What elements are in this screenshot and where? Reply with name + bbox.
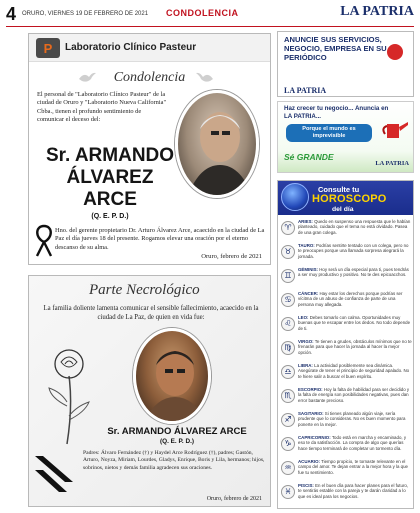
- sign-gemini: [280, 267, 413, 289]
- horoscope-header: [278, 181, 414, 215]
- watering-can-icon: [379, 118, 409, 140]
- family-list: Padres: Álvaro Fernández (†) y Haydel Arce Rodríguez (†), padres; Gastón, Arturo, Noyza, Miriam, Lourdes, Gladys, Enrique, Boris y Lila, hermanos; hijos, sobrinos, nietos y demás familia agradecen sus oraciones.: [83, 450, 265, 471]
- deceased-name-line3: ARCE: [83, 189, 137, 210]
- page-header: [0, 0, 420, 30]
- header-rule: [6, 26, 414, 27]
- sign-virgo: [280, 339, 413, 361]
- lab-banner: [29, 34, 270, 62]
- deceased-name: Sr. ARMANDO ÁLVAREZ ARCE: [107, 426, 247, 437]
- grow-ad-headline: Haz crecer tu negocio... Anuncia en LA PATRIA...: [284, 105, 389, 120]
- sign-name: CAPRICORNIO:: [298, 435, 331, 440]
- grow-ad-brand: LA PATRIA: [375, 160, 409, 167]
- sign-name: TAURO:: [298, 243, 315, 248]
- sign-text: Hay estar los derechos porque podrías ser vícitma de un abuso de confianza de parte de una persona muy allegada.: [298, 291, 403, 307]
- newspaper-logo: LA PATRIA: [340, 4, 414, 19]
- services-ad[interactable]: [277, 31, 414, 97]
- necrology-signature: Oruro, febrero de 2021: [206, 496, 262, 502]
- sign-text: En el buen día para hacer planes para el futuro, te sentirás estable con la pareja y te darán claridad a lo que es ideal para los negocios.: [298, 483, 409, 499]
- dove-icon: [195, 70, 215, 84]
- sign-taurus: [280, 243, 413, 265]
- lab-name: Laboratorio Clínico Pasteur: [65, 42, 197, 53]
- sign-name: LEO:: [298, 315, 309, 320]
- zodiac-wheel-icon: [281, 183, 309, 211]
- services-ad-brand: LA PATRIA: [284, 86, 327, 95]
- sign-name: ARIES:: [298, 219, 313, 224]
- sign-name: LIBRA:: [298, 363, 313, 368]
- horoscope-header-big: HOROSCOPO: [312, 193, 387, 205]
- sagittarius-icon: ♐: [281, 413, 295, 427]
- sign-libra: [280, 363, 413, 385]
- grow-ad-pill: Porque el mundo es imprevisible: [286, 124, 372, 142]
- sign-text: Hoy será un día especial para ti, pues tendrás a ser muy productivo y positivo. No te des epicoacchos.: [298, 267, 409, 278]
- horoscope-header-small: Consulte tu: [318, 185, 360, 194]
- lab-logo-icon: [35, 37, 61, 59]
- sign-aries: [280, 219, 413, 241]
- sign-pisces: [280, 483, 413, 505]
- mourning-ribbon-icon: [33, 224, 55, 258]
- condolence-body: Hno. del gerente propietario Dr. Arturo Álvarez Arce, acaecido en la ciudad de La Paz el día jueves 18 del presente. Rogamos elevar una oración por el eterno descanso de su alma.: [55, 227, 265, 251]
- pisces-icon: ♓: [281, 485, 295, 499]
- condolence-intro: El personal de "Laboratorio Clínico Pasteur" de la ciudad de Oruro y "Laboratorio Nueva California" Cbba., tienen el profundo sentimiento de comunicar el deceso del:: [37, 91, 167, 124]
- cancer-icon: ♋: [281, 293, 295, 307]
- horoscope-panel: [277, 180, 414, 509]
- sign-text: Quedo en suspenso una respuesta que le habían planteado, cuidado que el tema no está olvidado. Pasea de una gran colega.: [298, 219, 411, 235]
- services-ad-text: ANUNCIE SUS SERVICIOS, NEGOCIO, EMPRESA EN SU PERIÓDICO: [284, 35, 387, 62]
- deceased-photo: [133, 328, 211, 424]
- condolence-signature: Oruro, febrero de 2021: [201, 253, 262, 260]
- mourning-ribbon-icon: [35, 452, 73, 504]
- sign-name: GÉMINIS:: [298, 267, 319, 272]
- scorpio-icon: ♏: [281, 389, 295, 403]
- necrology-intro: La familia doliente lamenta comunicar el sensible fallecimiento, acaecido en la ciudad de La Paz, de quien en vida fue:: [43, 305, 259, 321]
- gemini-icon: ♊: [281, 269, 295, 283]
- sign-name: ESCORPIO:: [298, 387, 323, 392]
- sign-sagittarius: [280, 411, 413, 433]
- sign-capricorn: [280, 435, 413, 457]
- grow-ad-slogan: Sé GRANDE: [284, 152, 334, 162]
- aquarius-icon: ♒: [281, 461, 295, 475]
- horoscope-header-sub: del día: [332, 206, 354, 213]
- sign-text: Hoy la falta de habilidad para ser decidido y la falta de energía son posibilidades negativas, pues dan error bastante precioso.: [298, 387, 410, 403]
- sign-text: Tiempo propicio, te tornaste relevante en el campo del amor. Te dejan entrar a la mejor hora y la que fue tu sentimiento.: [298, 459, 408, 475]
- sign-name: VIRGO:: [298, 339, 314, 344]
- section-title: CONDOLENCIA: [166, 8, 239, 18]
- sign-scorpio: [280, 387, 413, 409]
- leo-icon: ♌: [281, 317, 295, 331]
- deceased-photo: [175, 90, 259, 198]
- virgo-icon: ♍: [281, 341, 295, 355]
- rip-note: (Q. E. P. D.): [91, 213, 129, 220]
- date-line: ORURO, VIERNES 19 DE FEBRERO DE 2021: [22, 11, 149, 17]
- necrology-title: Parte Necrológico: [89, 282, 200, 298]
- brand-dot-icon: [387, 44, 403, 60]
- rip-note: (Q. E. P. D.): [160, 438, 194, 445]
- sign-text: La actividad posiblemente sea dinámica. Asegúrate de tener el principio de seguridad apalado. No te hiere salir a buscar el buen espíritu.: [298, 363, 410, 379]
- sign-name: SAGITARIO:: [298, 411, 324, 416]
- necrology-card: [28, 275, 271, 507]
- sign-aquarius: [280, 459, 413, 481]
- page-number: 4: [6, 4, 17, 24]
- condolence-title: Condolencia: [113, 70, 186, 85]
- sign-leo: [280, 315, 413, 337]
- grow-business-ad[interactable]: [277, 101, 414, 173]
- condolence-card: [28, 33, 271, 265]
- sign-name: ACUARIO:: [298, 459, 320, 464]
- libra-icon: ♎: [281, 365, 295, 379]
- sign-text: Podrías sentirte tentado con un colega, pero no te preocupes porque una llamada sorpresa alegrará la jornada.: [298, 243, 409, 259]
- sign-text: Debes tomarlo con calma. Oportunidades muy buenas que te escapar entre los dedos. No todo depende de ti.: [298, 315, 411, 331]
- sign-name: PISCIS:: [298, 483, 314, 488]
- sign-text: Te tienen a grudes, obstáculos mínimos que no te frenarán para que hacer la jornada al hacer la mejor opción.: [298, 339, 412, 355]
- taurus-icon: ♉: [281, 245, 295, 259]
- sign-text: Todo está en marcha y encaminado, y eso te da satisfacción. La compra de algo que querías hace tiempo terminará de completar un tormento día.: [298, 435, 407, 451]
- deceased-name-line2: ÁLVAREZ: [66, 167, 154, 188]
- svg-text:P: P: [43, 41, 53, 56]
- aries-icon: ♈: [281, 221, 295, 235]
- sign-name: CÁNCER:: [298, 291, 319, 296]
- sign-text: Si tienes planeado algún viaje, sería prudente que lo consideras. No es buen momento para ponerte en la mejor.: [298, 411, 406, 427]
- sign-cancer: [280, 291, 413, 313]
- deceased-name-line1: Sr. ARMANDO: [45, 145, 175, 166]
- capricorn-icon: ♑: [281, 437, 295, 451]
